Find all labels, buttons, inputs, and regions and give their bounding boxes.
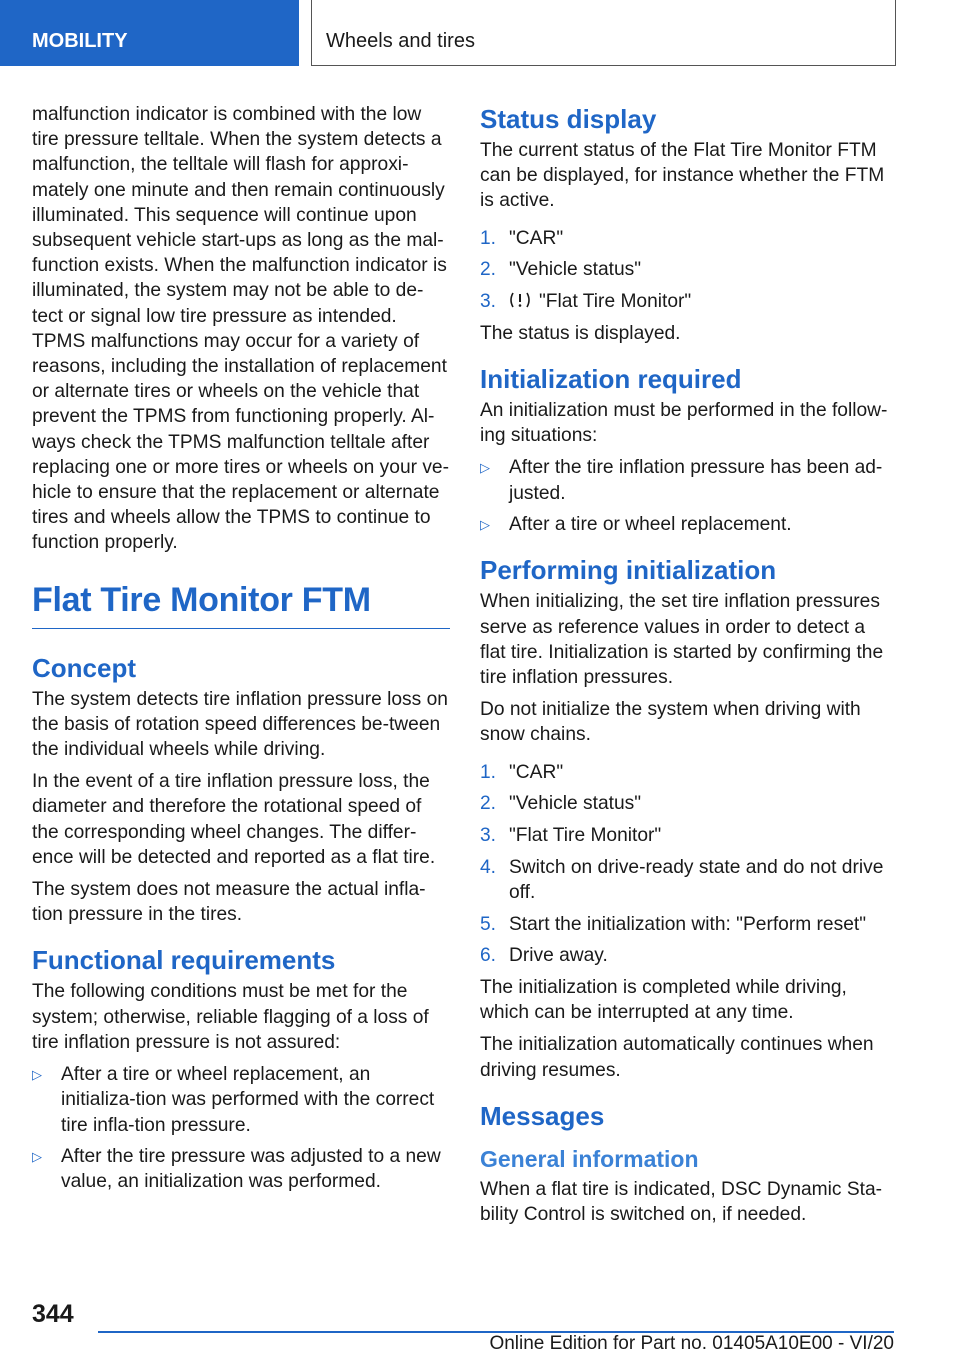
list-item [480, 791, 894, 816]
triangle-bullet-icon: ▷ [480, 517, 490, 533]
concept-paragraph-3: The system does not measure the actual infla-tion pressure in the tires. [32, 879, 426, 926]
intro-paragraph: malfunction indicator is combined with the low tire pressure telltale. When the system detects a malfunction, the telltale will flash for approxi-mately one minute and then remain continuously illuminated. This sequence will continue upon subsequent vehicle start-ups as long as the mal-function exists. When the malfunction indicator is illuminated, the system may not be able to de-tect or signal low tire pressure as intended. TPMS malfunctions may occur for a variety of reasons, including the installation of replacement or alternate tires or wheels on the vehicle that prevent the TPMS from functioning properly. Al-ways check the TPMS malfunction telltale after replacing one or more tires or wheels on your ve-hicle to ensure that the replacement or alternate tires and wheels allow the TPMS to continue to function properly. [32, 104, 449, 554]
functional-requirements-paragraph: The following conditions must be met for the system; otherwise, reliable flagging of a loss of tire inflation pressure is not assured: [32, 981, 429, 1053]
list-item [480, 760, 894, 785]
right-column [480, 104, 894, 1234]
status-displayed-paragraph: The status is displayed. [480, 322, 681, 344]
list-item-text: After the tire inflation pressure has been ad-justed. [509, 457, 883, 504]
performing-initialization-heading: Performing initialization [480, 555, 777, 586]
messages-heading: Messages [480, 1100, 605, 1131]
step-number: 2. [480, 259, 497, 281]
status-display-paragraph: The current status of the Flat Tire Monitor FTM can be displayed, for instance whether the FTM is active. [480, 140, 885, 212]
step-text: Switch on drive-ready state and do not drive off. [509, 856, 884, 903]
step-number: 3. [480, 291, 497, 313]
general-information-heading: General information [480, 1145, 699, 1172]
step-text: "CAR" [509, 761, 564, 783]
performing-paragraph-2: Do not initialize the system when driving with snow chains. [480, 699, 861, 746]
performing-paragraph-1: When initializing, the set tire inflation pressures serve as reference values in order to detect a flat tire. Initialization is started by confirming the tire inflation pressures. [480, 591, 884, 689]
step-text: "CAR" [509, 227, 564, 249]
list-item-text: After a tire or wheel replacement, an initializa-tion was performed with the correct tire infla-tion pressure. [61, 1064, 435, 1136]
initialization-required-paragraph: An initialization must be performed in the follow-ing situations: [480, 399, 888, 447]
list-item [480, 912, 894, 937]
performing-paragraph-3: The initialization is completed while driving, which can be interrupted at any time. [480, 977, 847, 1024]
initialization-required-heading: Initialization required [480, 363, 742, 394]
step-text: Start the initialization with: "Perform reset" [509, 913, 867, 935]
list-item [32, 1144, 450, 1194]
list-item-text: After the tire pressure was adjusted to a new value, an initialization was performed. [61, 1146, 441, 1193]
initialization-required-list [480, 455, 894, 537]
step-text: "Flat Tire Monitor" [539, 291, 692, 313]
list-item [480, 455, 894, 505]
status-steps-list [480, 226, 894, 315]
step-text: "Vehicle status" [509, 259, 642, 281]
concept-paragraph-1: The system detects tire inflation pressure loss on the basis of rotation speed differences be-tween the individual wheels while driving. [32, 688, 448, 761]
list-item [480, 257, 894, 282]
step-text: Drive away. [509, 945, 608, 967]
functional-requirements-heading: Functional requirements [32, 945, 336, 976]
concept-heading: Concept [32, 652, 136, 683]
left-column [32, 102, 450, 1201]
triangle-bullet-icon: ▷ [480, 460, 490, 476]
status-display-heading: Status display [480, 104, 657, 134]
triangle-bullet-icon: ▷ [32, 1149, 42, 1165]
step-number: 1. [480, 761, 497, 783]
section-heading-ftm: Flat Tire Monitor FTM [32, 580, 450, 629]
step-number: 6. [480, 945, 497, 967]
list-item [480, 226, 894, 251]
general-information-paragraph: When a flat tire is indicated, DSC Dynamic Sta-bility Control is switched on, if needed. [480, 1178, 883, 1226]
tire-pressure-warning-icon [509, 291, 531, 309]
functional-requirements-list [32, 1062, 450, 1195]
list-item-text: After a tire or wheel replacement. [509, 514, 792, 536]
performing-paragraph-4: The initialization automatically continues when driving resumes. [480, 1034, 874, 1081]
header-section-label: MOBILITY [0, 0, 299, 66]
performing-steps-list [480, 760, 894, 969]
step-number: 1. [480, 227, 497, 249]
step-text: "Vehicle status" [509, 793, 642, 815]
concept-paragraph-2: In the event of a tire inflation pressure loss, the diameter and therefore the rotational speed of the corresponding wheel changes. The differ-ence will be detected and reported as a flat tire. [32, 771, 436, 868]
list-item [480, 943, 894, 968]
step-number: 3. [480, 825, 497, 847]
step-number: 4. [480, 856, 497, 878]
list-item [480, 289, 894, 314]
step-number: 2. [480, 793, 497, 815]
list-item [480, 855, 894, 905]
triangle-bullet-icon: ▷ [32, 1067, 42, 1083]
list-item [480, 823, 894, 848]
step-number: 5. [480, 913, 497, 935]
step-text: "Flat Tire Monitor" [509, 825, 662, 847]
footer-edition-text: Online Edition for Part no. 01405A10E00 - VI/20 [489, 1333, 894, 1354]
list-item [32, 1062, 450, 1138]
page-number: 344 [32, 1300, 74, 1328]
header-chapter-title: Wheels and tires [311, 0, 896, 66]
list-item [480, 512, 894, 537]
